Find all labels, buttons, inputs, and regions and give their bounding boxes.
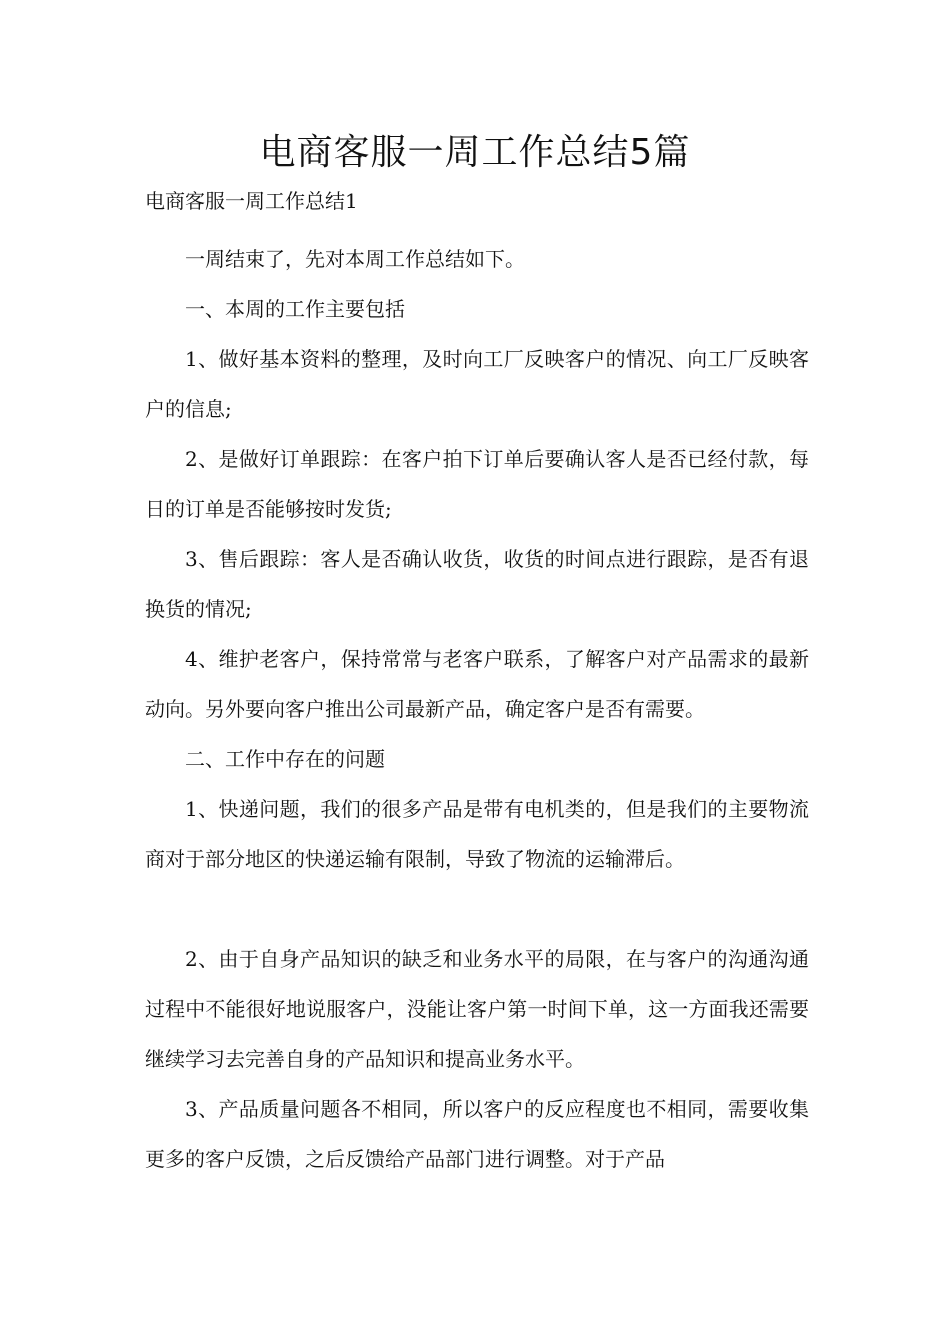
heading-problems: 二、工作中存在的问题 <box>185 747 385 771</box>
paragraph-item-2: 2、是做好订单跟踪：在客户拍下订单后要确认客人是否已经付款，每日的订单是否能够按时发货; <box>145 447 809 521</box>
heading-work-content: 一、本周的工作主要包括 <box>185 297 405 321</box>
paragraph-item-4: 4、维护老客户，保持常常与老客户联系，了解客户对产品需求的最新动向。另外要向客户推出公司最新产品，确定客户是否有需要。 <box>145 647 809 721</box>
section-subtitle: 电商客服一周工作总结1 <box>145 189 358 213</box>
paragraph-item-1: 1、做好基本资料的整理，及时向工厂反映客户的情况、向工厂反映客户的信息; <box>145 347 809 421</box>
paragraph-intro: 一周结束了，先对本周工作总结如下。 <box>185 247 525 271</box>
document-title: 电商客服一周工作总结5篇 <box>259 132 691 173</box>
paragraph-problem-1: 1、快递问题，我们的很多产品是带有电机类的，但是我们的主要物流商对于部分地区的快递运输有限制，导致了物流的运输滞后。 <box>145 797 809 871</box>
paragraph-problem-2: 2、由于自身产品知识的缺乏和业务水平的局限，在与客户的沟通沟通过程中不能很好地说服客户，没能让客户第一时间下单，这一方面我还需要继续学习去完善自身的产品知识和提高业务水平。 <box>145 947 809 1071</box>
paragraph-item-3: 3、售后跟踪：客人是否确认收货，收货的时间点进行跟踪，是否有退换货的情况; <box>145 547 809 621</box>
document-body <box>145 234 809 1184</box>
paragraph-problem-3: 3、产品质量问题各不相同，所以客户的反应程度也不相同，需要收集更多的客户反馈，之后反馈给产品部门进行调整。对于产品 <box>145 1097 809 1171</box>
